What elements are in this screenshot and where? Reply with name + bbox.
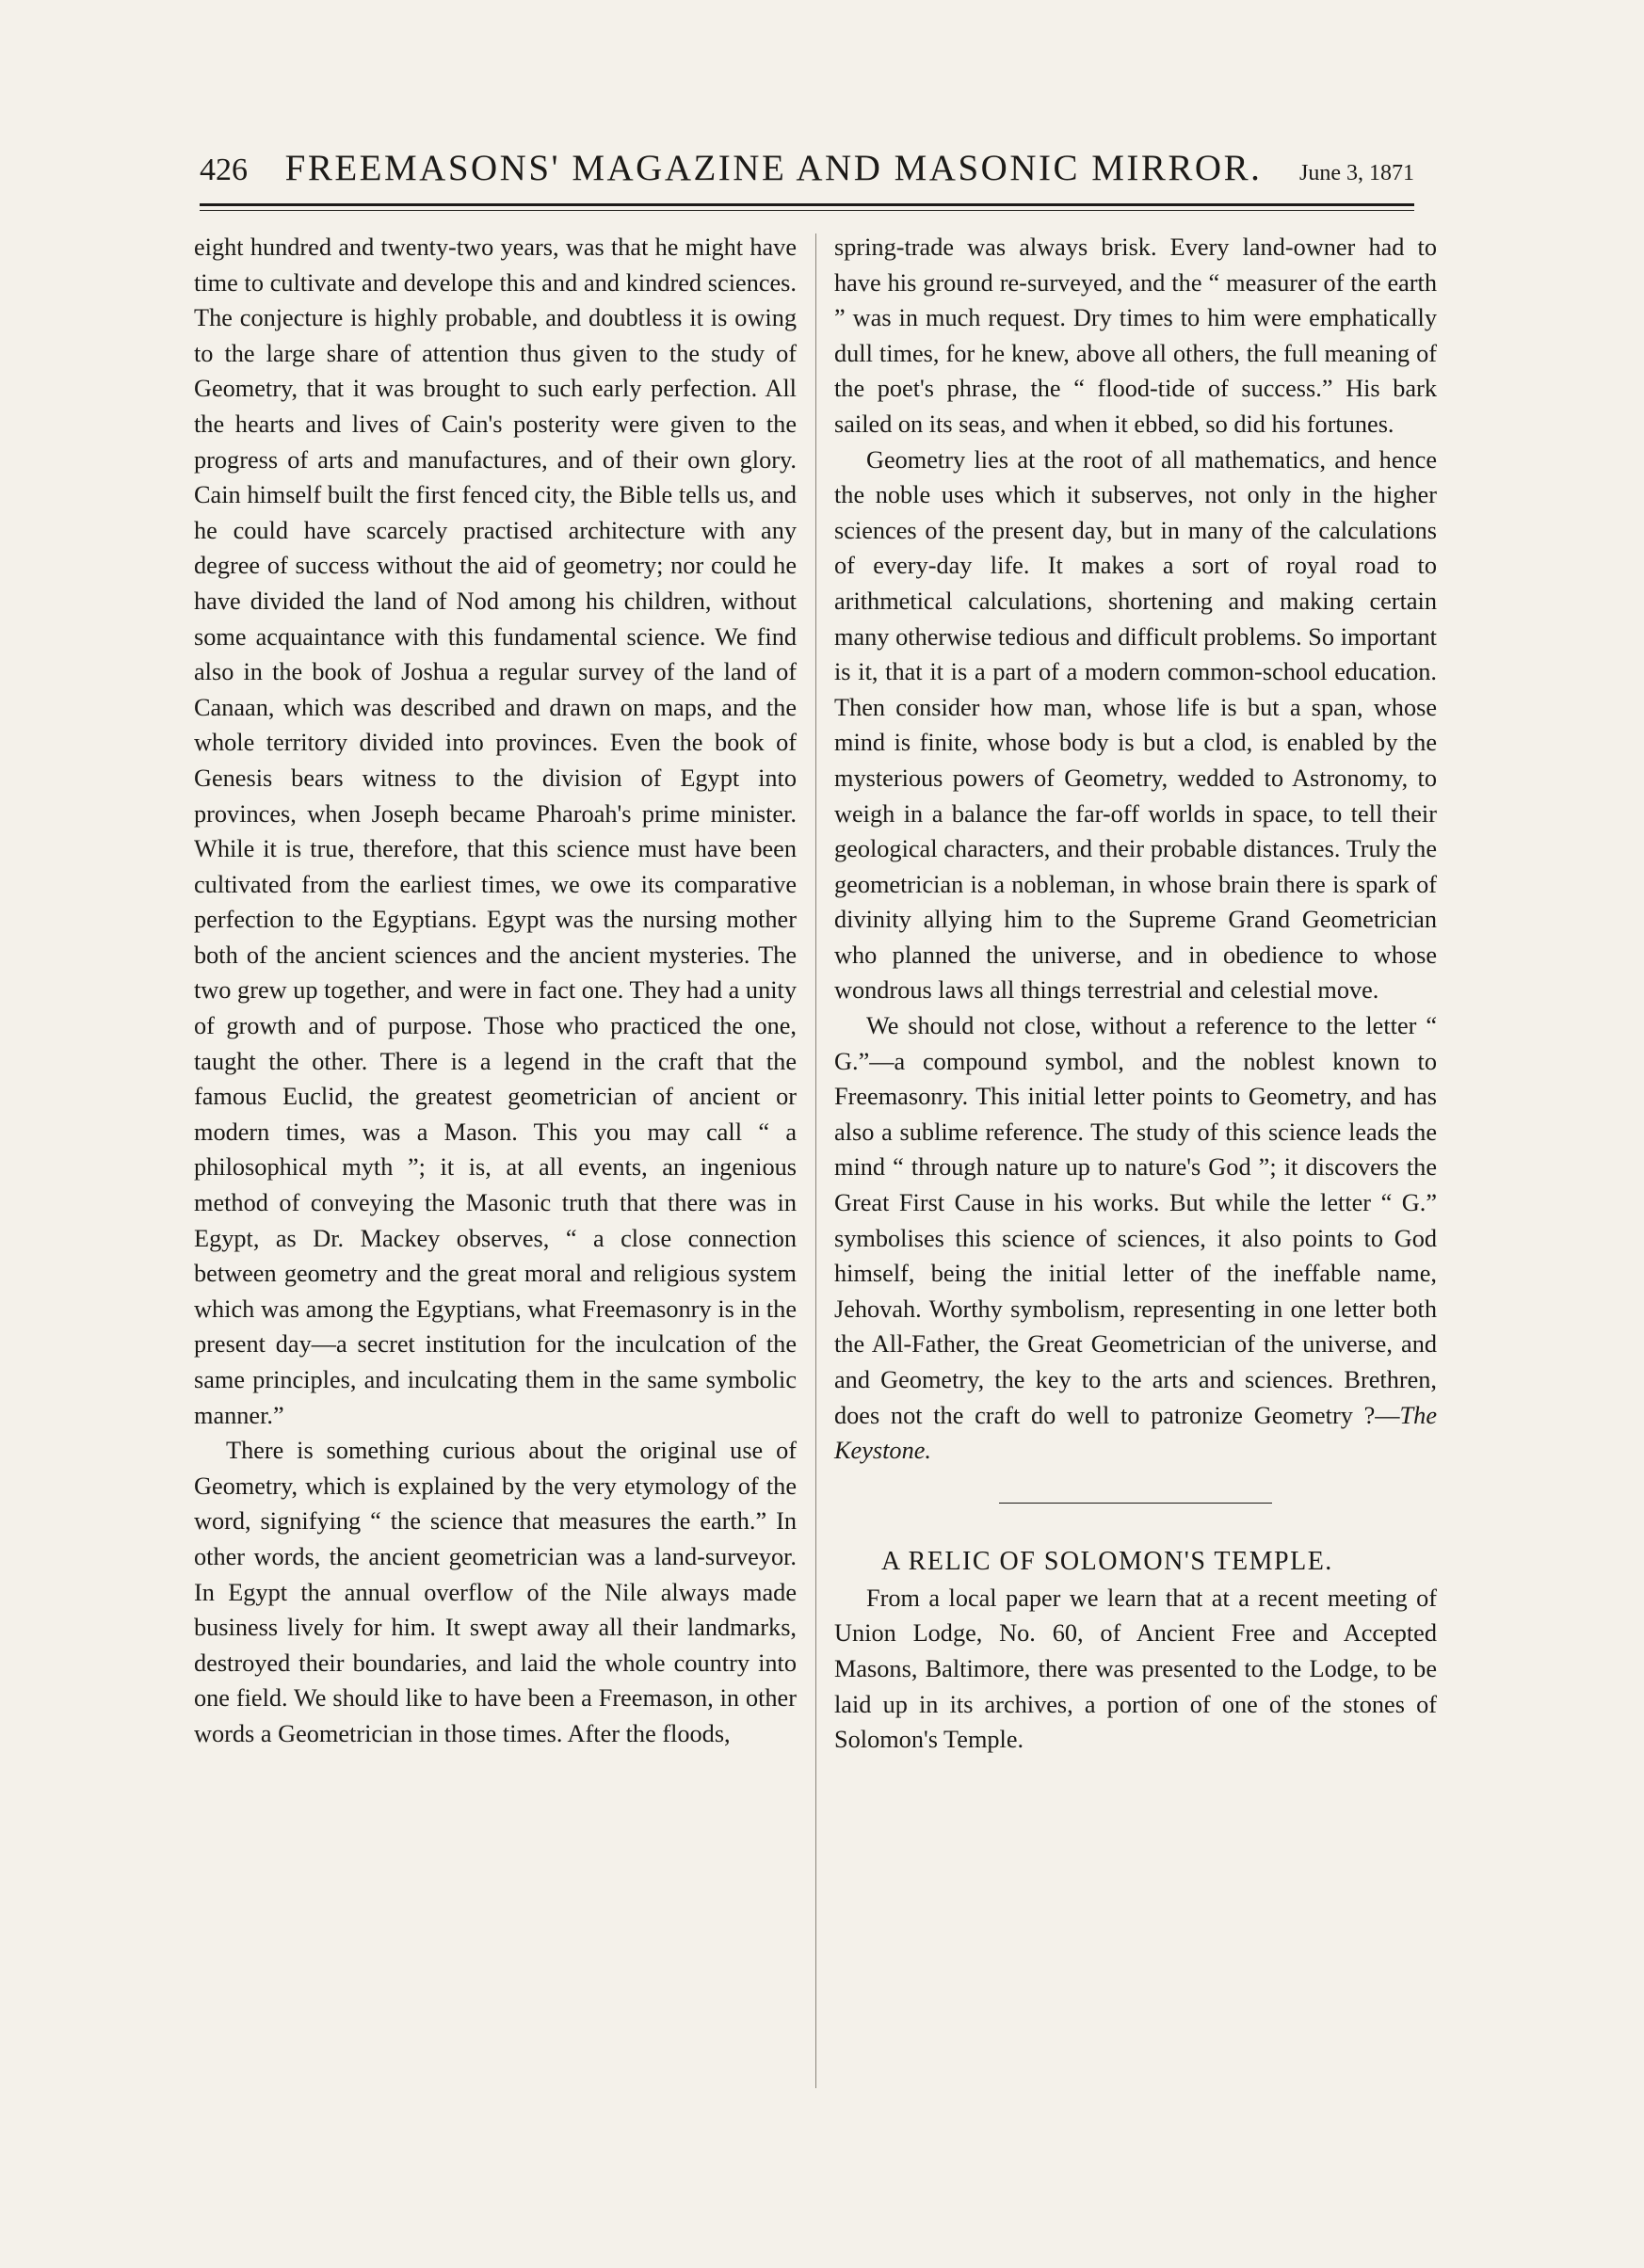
paragraph: eight hundred and twenty-two years, was that he might have time to cultivate and develope this and and kindred sciences. The conjecture is highly probable, and doubtless it is owing to the large share of attention thus given to the study of Geometry, that it was brought to such early perfection. All the hearts and lives of Cain's posterity were given to the progress of arts and manufactures, and of their own glory. Cain himself built the first fenced city, the Bible tells us, and he could have scarcely practised architecture with any degree of success without the aid of geometry; nor could he have divided the land of Nod among his children, without some acquaintance with this fundamental science. We find also in the book of Joshua a regular survey of the land of Canaan, which was described and drawn on maps, and the whole territory divided into provinces. Even the book of Genesis bears witness to the division of Egypt into provinces, when Joseph became Pharoah's prime minister. While it is true, therefore, that this science must have been cultivated from the earliest times, we owe its comparative perfection to the Egyptians. Egypt was the nursing mother both of the ancient sciences and the ancient mysteries. The two grew up together, and were in fact one. They had a unity of growth and of purpose. Those who practiced the one, taught the other. There is a legend in the craft that the famous Euclid, the greatest geometrician of ancient or modern times, was a Mason. This you may call “ a philosophical myth ”; it is, at all events, an ingenious method of conveying the Masonic truth that there was in Egypt, as Dr. Mackey observes, “ a close connection between geometry and the great moral and religious system which was among the Egyptians, what Freemasonry is in the present day—a secret institution for the inculcation of the same principles, and inculcating them in the same symbolic manner.”	[194, 233, 797, 1429]
paragraph: Geometry lies at the root of all mathematics, and hence the noble uses which it subserves, not only in the higher sciences of the present day, but in many of the calculations of every-day life. It makes a sort of royal road to arithmetical calculations, shortening and making certain many otherwise tedious and difficult problems. So important is it, that it is a part of a modern common-school education. Then consider how man, whose life is but a span, whose mind is finite, whose body is but a clod, is enabled by the mysterious powers of Geometry, wedded to Astronomy, to weigh in a balance the far-off worlds in space, to tell their geological characters, and their probable distances. Truly the geometrician is a nobleman, in whose brain there is spark of divinity allying him to the Supreme Grand Geometrician who planned the universe, and in obedience to whose wondrous laws all things terrestrial and celestial move.	[834, 445, 1437, 1005]
paragraph-text: We should not close, without a reference to the letter “ G.”—a compound symbol, and the noblest known to Freemasonry. This initial letter points to Geometry, and has also a sublime reference. The study of this science leads the mind “ through nature up to nature's God ”; it discovers the Great First Cause in his works. But while the letter “ G.” symbolises this science of sciences, it also points to God himself, being the initial letter of the ineffable name, Jehovah. Worthy symbolism, representing in one letter both the All-Father, the Great Geometrician of the universe, and and Geometry, the key to the arts and sciences. Brethren, does not the craft do well to patronize Geometry ?—	[834, 1012, 1437, 1429]
paragraph: spring-trade was always brisk. Every land-owner had to have his ground re-surveyed, and the “ measurer of the earth ” was in much request. Dry times to him were emphatically dull times, for he knew, above all others, the full meaning of the poet's phrase, the “ flood-tide of success.” His bark sailed on its seas, and when it ebbed, so did his fortunes.	[834, 233, 1437, 438]
header-rule-thin	[200, 210, 1414, 211]
column-divider	[815, 233, 816, 2088]
left-column	[194, 230, 797, 1752]
right-column	[834, 230, 1437, 1758]
source-credit: The Keystone.	[834, 1401, 1437, 1465]
header-rule	[200, 203, 1414, 206]
page-header	[200, 147, 1414, 200]
page-number: 426	[200, 153, 248, 187]
article-separator	[999, 1503, 1272, 1504]
issue-date: June 3, 1871	[1299, 161, 1414, 185]
paragraph: There is something curious about the original use of Geometry, which is explained by the very etymology of the word, signifying “ the science that measures the earth.” In other words, the ancient geometrician was a land-surveyor. In Egypt the annual overflow of the Nile always made business lively for him. It swept away all their landmarks, destroyed their boundaries, and laid the whole country into one field. We should like to have been a Freemason, in other words a Geometrician in those times. After the floods,	[194, 1437, 797, 1747]
magazine-title: FREEMASONS' MAGAZINE AND MASONIC MIRROR.	[284, 148, 1263, 188]
paragraph: From a local paper we learn that at a recent meeting of Union Lodge, No. 60, of Ancient Free and Accepted Masons, Baltimore, there was presented to the Lodge, to be laid up in its archives, a portion of one of the stones of Solomon's Temple.	[834, 1584, 1437, 1754]
article-heading: A RELIC OF SOLOMON'S TEMPLE.	[881, 1546, 1333, 1576]
paragraph	[834, 1008, 1437, 1469]
